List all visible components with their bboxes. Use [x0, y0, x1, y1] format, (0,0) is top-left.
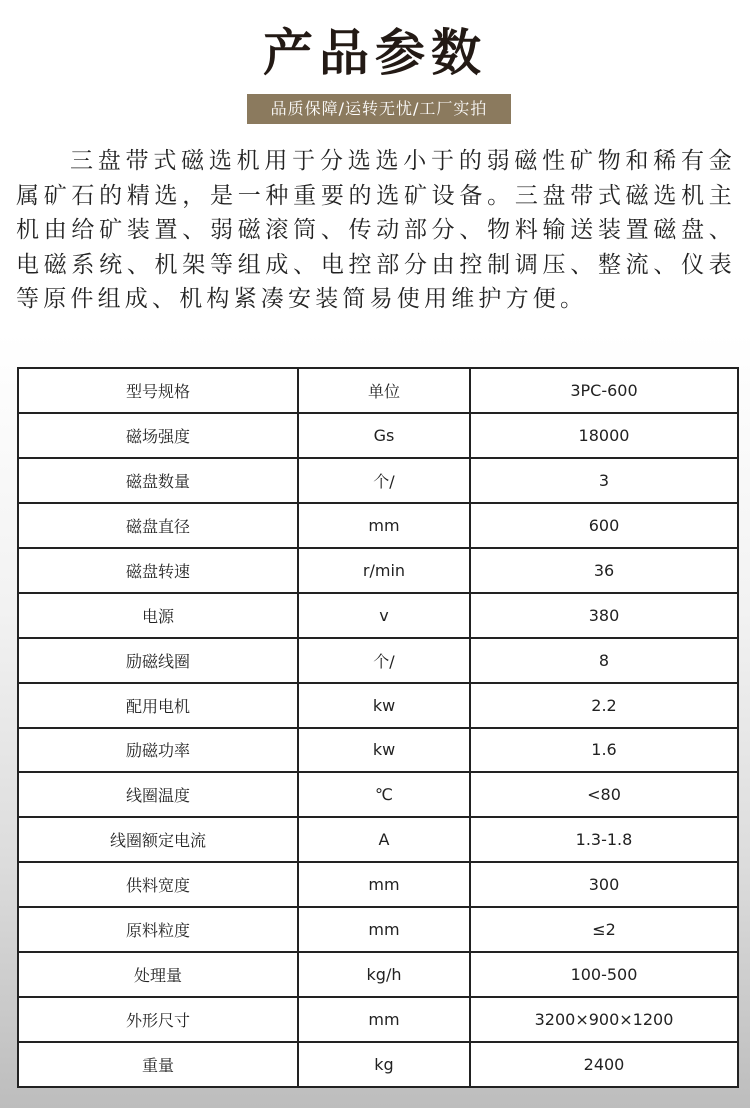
param-name-cell: 磁盘直径 — [18, 503, 298, 548]
table-row — [18, 997, 738, 1042]
value-cell: 18000 — [470, 413, 738, 458]
unit-cell: Gs — [298, 413, 470, 458]
unit-cell: v — [298, 593, 470, 638]
unit-cell: mm — [298, 997, 470, 1042]
intro-paragraph: 三盘带式磁选机用于分选选小于的弱磁性矿物和稀有金属矿石的精选，是一种重要的选矿设备。三盘带式磁选机主机由给矿装置、弱磁滚筒、传动部分、物料输送装置磁盘、电磁系统、机架等组成、电控部分由控制调压、整流、仪表等原件组成、机构紧凑安装简易使用维护方便。 — [16, 148, 736, 312]
tagline-badge: 品质保障/运转无忧/工厂实拍 — [247, 94, 511, 124]
param-name-cell: 线圈温度 — [18, 772, 298, 817]
unit-cell: r/min — [298, 548, 470, 593]
unit-cell: ℃ — [298, 772, 470, 817]
value-cell: 2400 — [470, 1042, 738, 1087]
table-row — [18, 728, 738, 773]
param-name-cell: 励磁功率 — [18, 728, 298, 773]
unit-cell: kw — [298, 728, 470, 773]
unit-cell: A — [298, 817, 470, 862]
value-cell: 600 — [470, 503, 738, 548]
value-cell: 36 — [470, 548, 738, 593]
page-title: 产品参数 — [263, 24, 487, 82]
param-name-cell: 励磁线圈 — [18, 638, 298, 683]
table-row — [18, 952, 738, 997]
value-cell: 380 — [470, 593, 738, 638]
param-name-cell: 重量 — [18, 1042, 298, 1087]
value-cell: 300 — [470, 862, 738, 907]
value-cell: 1.6 — [470, 728, 738, 773]
value-cell: 2.2 — [470, 683, 738, 728]
value-cell: 3 — [470, 458, 738, 503]
param-name-cell: 磁盘数量 — [18, 458, 298, 503]
value-cell: 1.3-1.8 — [470, 817, 738, 862]
unit-cell: mm — [298, 503, 470, 548]
unit-cell: kg — [298, 1042, 470, 1087]
table-row — [18, 458, 738, 503]
table-row — [18, 413, 738, 458]
value-cell: 3PC-600 — [470, 368, 738, 413]
table-row — [18, 368, 738, 413]
table-row — [18, 593, 738, 638]
unit-cell: kg/h — [298, 952, 470, 997]
unit-cell: 个/ — [298, 458, 470, 503]
table-row — [18, 817, 738, 862]
spec-table-body — [18, 368, 738, 1087]
unit-cell: mm — [298, 907, 470, 952]
table-row — [18, 1042, 738, 1087]
table-row — [18, 907, 738, 952]
param-name-cell: 处理量 — [18, 952, 298, 997]
value-cell: 8 — [470, 638, 738, 683]
param-name-cell: 电源 — [18, 593, 298, 638]
param-name-cell: 磁盘转速 — [18, 548, 298, 593]
param-name-cell: 磁场强度 — [18, 413, 298, 458]
spec-table — [17, 367, 739, 1088]
param-name-cell: 外形尺寸 — [18, 997, 298, 1042]
value-cell: <80 — [470, 772, 738, 817]
table-row — [18, 503, 738, 548]
value-cell: 3200×900×1200 — [470, 997, 738, 1042]
unit-cell: 单位 — [298, 368, 470, 413]
table-row — [18, 548, 738, 593]
param-name-cell: 线圈额定电流 — [18, 817, 298, 862]
param-name-cell: 配用电机 — [18, 683, 298, 728]
unit-cell: mm — [298, 862, 470, 907]
param-name-cell: 供料宽度 — [18, 862, 298, 907]
table-row — [18, 638, 738, 683]
table-row — [18, 683, 738, 728]
param-name-cell: 原料粒度 — [18, 907, 298, 952]
unit-cell: 个/ — [298, 638, 470, 683]
param-name-cell: 型号规格 — [18, 368, 298, 413]
value-cell: ≤2 — [470, 907, 738, 952]
value-cell: 100-500 — [470, 952, 738, 997]
table-row — [18, 862, 738, 907]
unit-cell: kw — [298, 683, 470, 728]
table-row — [18, 772, 738, 817]
